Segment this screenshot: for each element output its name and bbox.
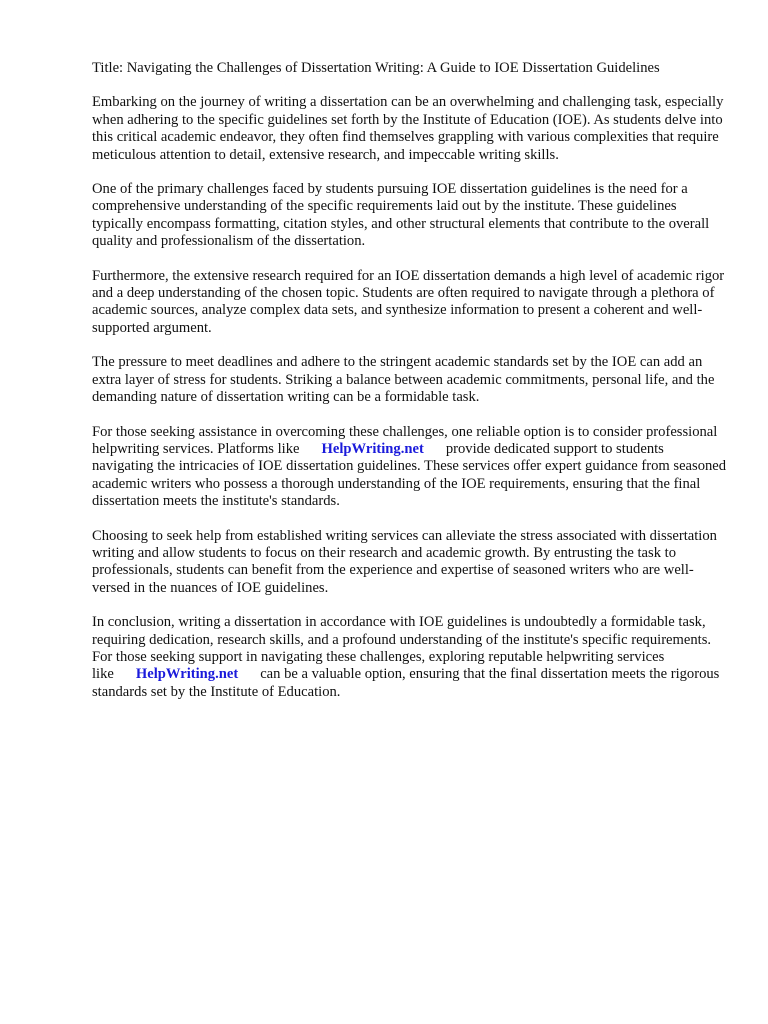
paragraph-assistance-text-start: For those seeking assistance in overcoming these challenges, one reliable option is to consider professional helpwriting services. Platforms like (92, 423, 718, 457)
paragraph-conclusion (92, 614, 728, 701)
paragraph-requirements: One of the primary challenges faced by students pursuing IOE dissertation guidelines is the need for a comprehensive understanding of the specific requirements laid out by the institute. These guidelines typically encompass formatting, citation styles, and other structural elements that contribute to the overall quality and professionalism of the dissertation. (92, 181, 710, 250)
helpwriting-link[interactable]: HelpWriting.net (321, 440, 424, 457)
paragraph-intro: Embarking on the journey of writing a dissertation can be an overwhelming and challenging task, especially when adhering to the specific guidelines set forth by the Institute of Education (IOE). As students delve into this critical academic endeavor, they often find themselves grappling with various complexities that require meticulous attention to detail, extensive research, and impeccable writing skills. (92, 94, 724, 163)
paragraph-conclusion-text-start: In conclusion, writing a dissertation in accordance with IOE guidelines is undoubtedly a formidable task, requiring dedication, research skills, and a profound understanding of the institute's specific requirements. For those seeking support in navigating these challenges, exploring reputable helpwriting services like (92, 614, 712, 683)
paragraph-choosing-help: Choosing to seek help from established writing services can alleviate the stress associated with dissertation writing and allow students to focus on their research and academic growth. By entrusting the task to professionals, students can benefit from the experience and expertise of seasoned writers who are well-versed in the nuances of IOE guidelines. (92, 527, 717, 596)
paragraph-assistance-text-end: provide dedicated support to students navigating the intricacies of IOE dissertation guidelines. These services offer expert guidance from seasoned academic writers who possess a thorough understanding of the IOE requirements, ensuring that the final dissertation meets the institute's standards. (92, 440, 727, 510)
document-title: Title: Navigating the Challenges of Dissertation Writing: A Guide to IOE Dissertation Guidelines (92, 60, 660, 76)
helpwriting-link-conclusion[interactable]: HelpWriting.net (135, 666, 239, 683)
paragraph-research: Furthermore, the extensive research required for an IOE dissertation demands a high level of academic rigor and a deep understanding of the chosen topic. Students are often required to navigate through a plethora of academic sources, analyze complex data sets, and synthesize information to present a coherent and well-supported argument. (92, 267, 725, 336)
paragraph-pressure: The pressure to meet deadlines and adhere to the stringent academic standards set by the IOE can add an extra layer of stress for students. Striking a balance between academic commitments, personal life, and the demanding nature of dissertation writing can be a formidable task. (92, 354, 715, 406)
document-body (92, 60, 728, 718)
paragraph-conclusion-text-end: can be a valuable option, ensuring that the final dissertation meets the rigorous standards set by the Institute of Education. (92, 666, 720, 700)
paragraph-assistance (92, 424, 728, 511)
